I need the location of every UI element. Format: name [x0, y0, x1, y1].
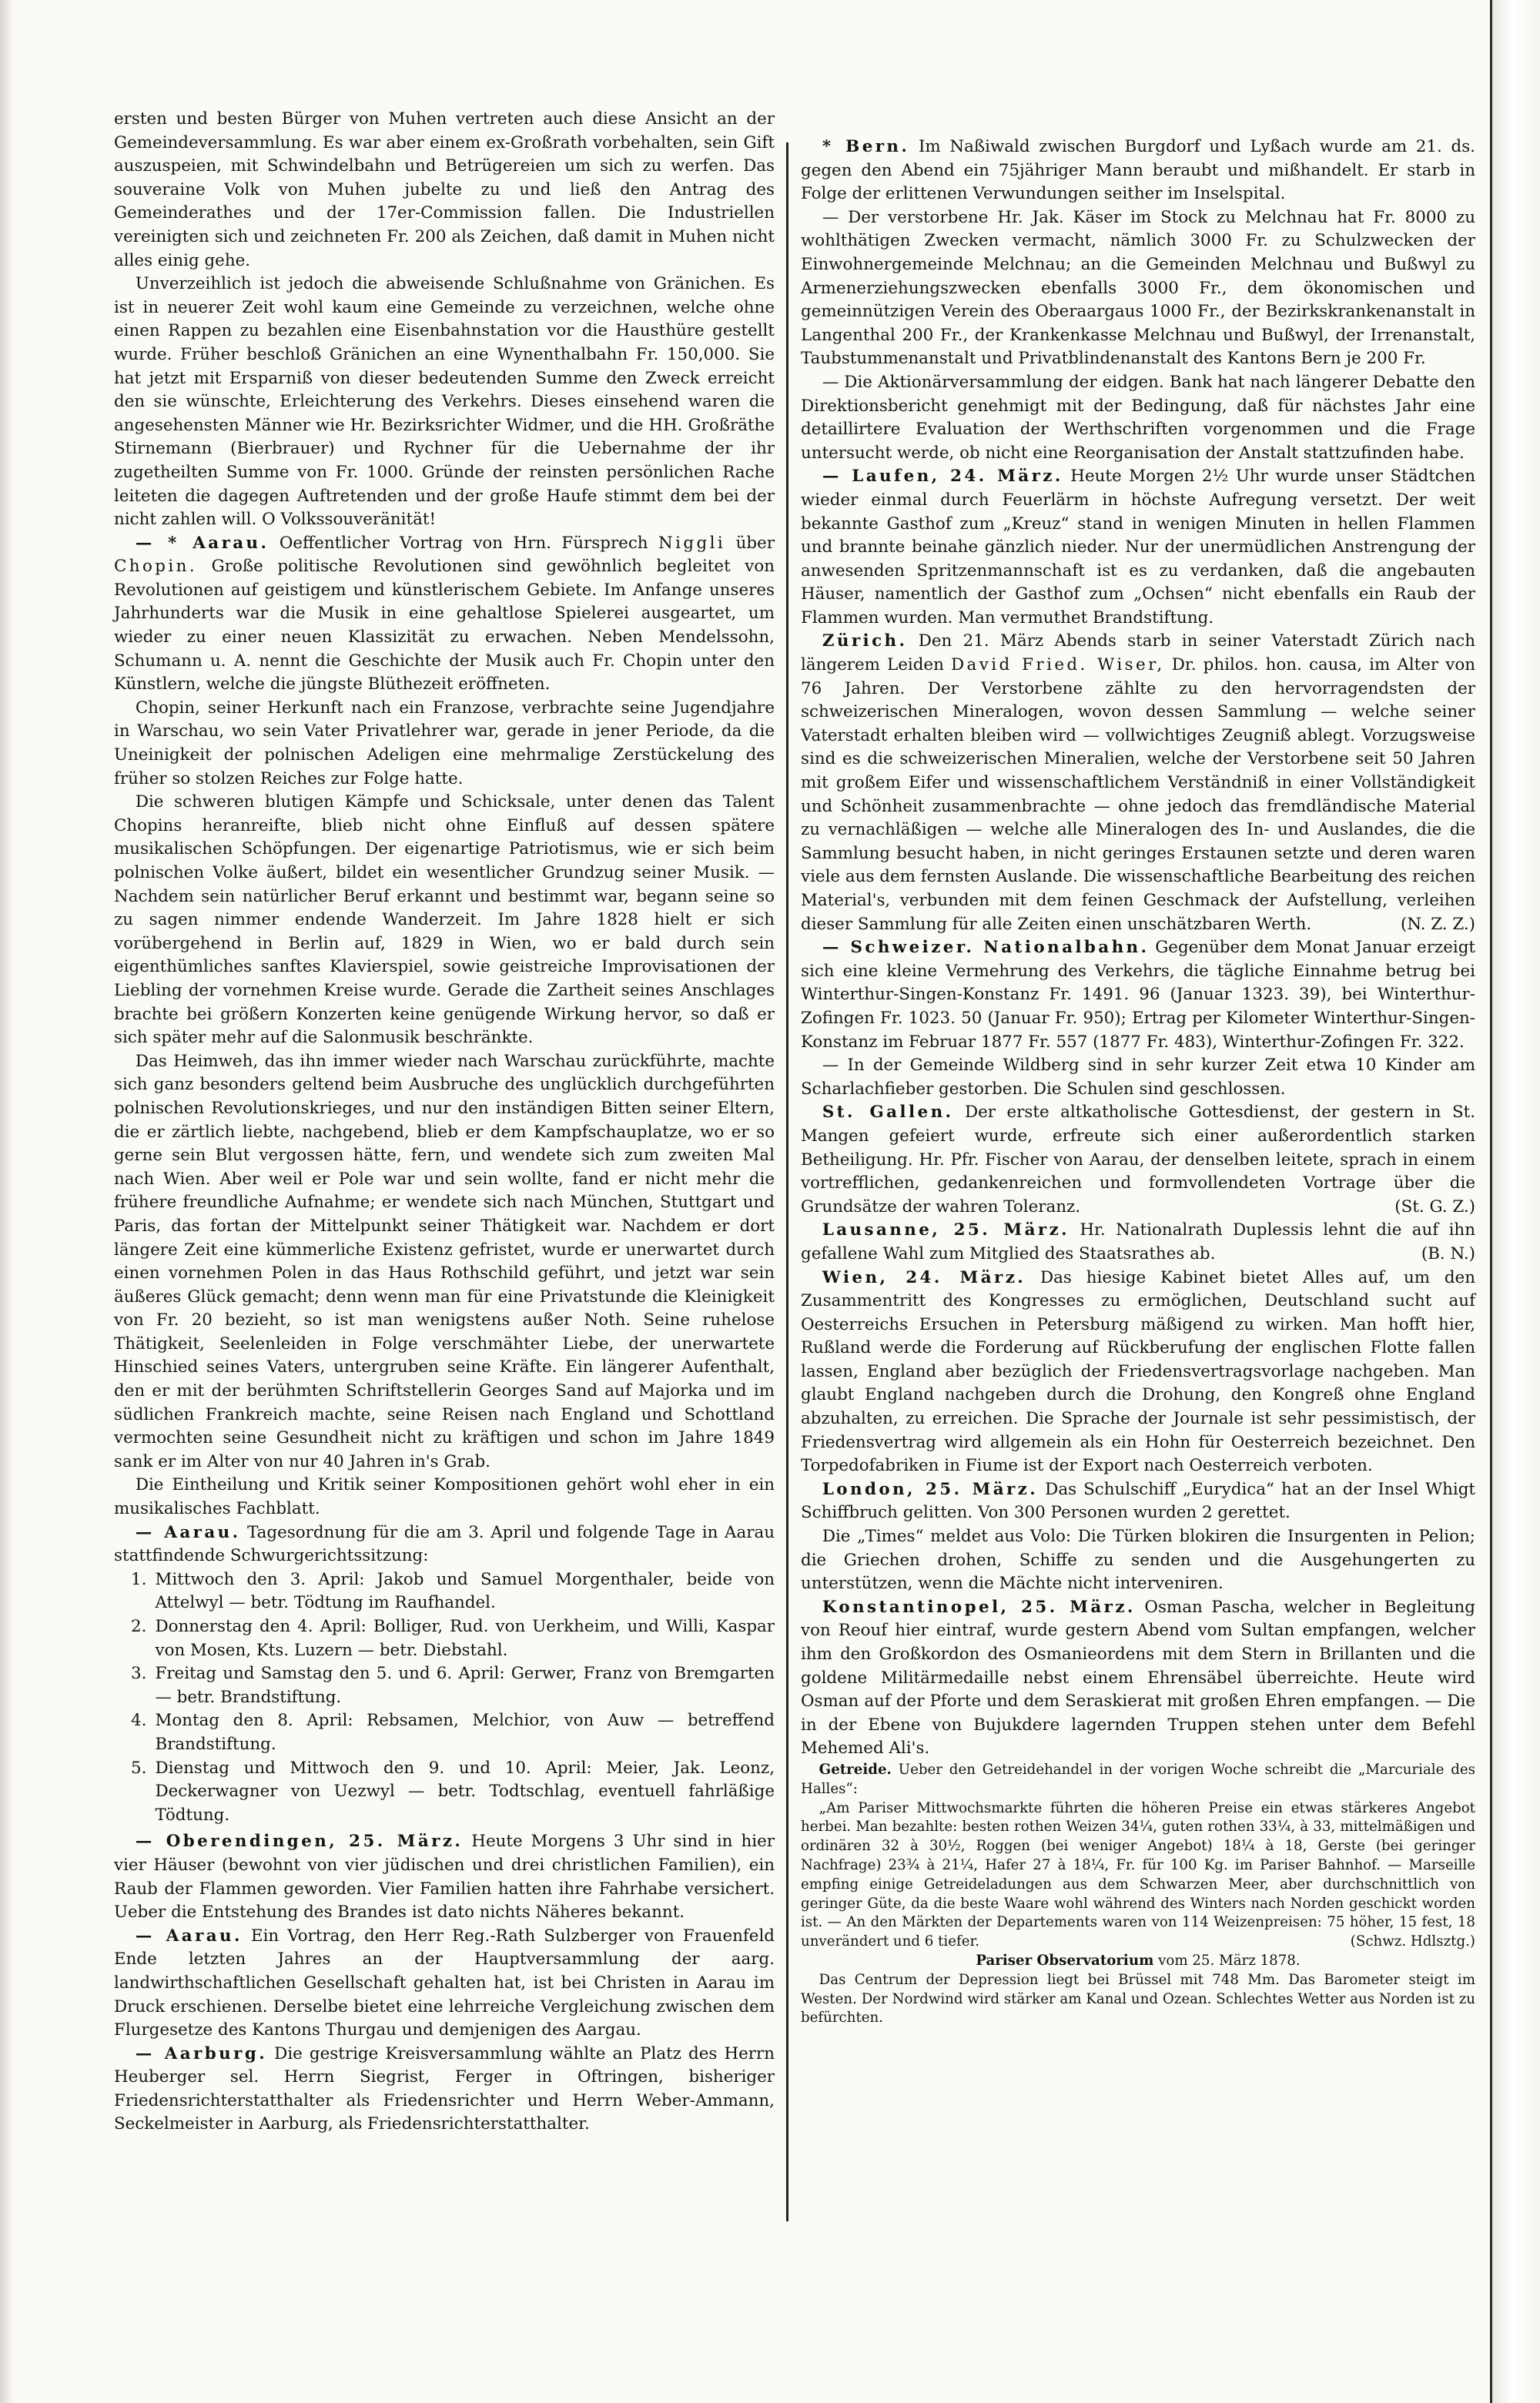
dateline: St. Gallen. [822, 1103, 954, 1123]
dateline: — Aarau. [135, 1522, 241, 1542]
dateline: * Bern. [822, 137, 910, 156]
grain-market-report [801, 1799, 1475, 1952]
article-text: Hr. Nationalrath Duplessis lehnt die auf ihn gefallene Wahl zum Mitglied des Staatsrathes ab. [801, 1220, 1475, 1263]
section-heading: Getreide. [819, 1761, 892, 1778]
article-text: Die gestrige Kreisversammlung wählte an Platz des Herrn Heuberger sel. Herrn Siegrist, Ferger in Oftringen, bisheriger Friedensrichterstatthalter als Friedensrichter und Herrn Weber-Ammann, Seckelmeister in Aarburg, als Friedensrichterstatthalter. [114, 2043, 775, 2134]
dateline: — Aarburg. [135, 2043, 268, 2063]
article-wildberg: — In der Gemeinde Wildberg sind in sehr kurzer Zeit etwa 10 Kinder am Scharlachfieber gestorben. Die Schulen sind geschlossen. [801, 1056, 1475, 1099]
page-left-edge [0, 0, 14, 2403]
article-text: Dr. philos. hon. causa, im Alter von 76 Jahren. Der Verstorbene zählte zu den hervorragendsten der schweizerischen Mineralogen, wovon dessen Sammlung — welche seiner Vaterstadt erhalten bleiben wird — vollwichtiges Zeugniß ablegt. Vorzugsweise sind es die schweizerischen Mineralien, welche der Verstorbene seit 50 Jahren mit großem Eifer und wissenschaftlichem Verständniß in einer Vollständigkeit und Schönheit zusammenbrachte — ohne jedoch das fremdländische Material zu vernachläßigen — welche alle Mineralogen des In- und Auslandes, die die Sammlung besucht haben, in nicht geringes Erstaunen setzte und deren waren viele aus dem fernsten Auslande. Die wissenschaftliche Bearbeitung des reichen Material's, verbunden mit dem feinen Geschmack der Aufstellung, verleihen dieser Sammlung für alle Zeiten einen unschätzbaren Werth. [801, 655, 1475, 934]
source-attribution: (B. N.) [1421, 1243, 1475, 1263]
article-london [801, 1478, 1475, 1525]
list-item: 1. Mittwoch den 3. April: Jakob und Samuel Morgenthaler, beide von Attelwyl — betr. Tödtung im Raufhandel. [152, 1568, 775, 1615]
dateline: Wien, 24. März. [822, 1267, 1026, 1287]
article-aarburg [114, 2043, 775, 2137]
article-text: Den 21. März Abends starb in seiner Vaterstadt Zürich nach längerem Leiden [801, 631, 1475, 675]
source-attribution: (St. G. Z.) [1394, 1196, 1475, 1217]
article-text: Große politische Revolutionen sind gewöhnlich begleitet von Revolutionen auf geistigem und künstlerischem Gebiete. Im Anfange unseres Jahrhunderts war die Musik in eine gehaltlose Spielerei ausgeartet, um wieder zu einer neuen Klassizität zu erwachen. Neben Mendelssohn, Schumann u. A. nennt die Geschichte der Musik auch Fr. Chopin unter den Künstlern, welche die jüngste Blüthezeit eröffneten. [114, 557, 775, 694]
article-chopin-youth: Chopin, seiner Herkunft nach ein Franzose, verbrachte seine Jugendjahre in Warschau, wo sein Vater Privatlehrer war, gerade in jener Periode, da die Uneinigkeit der polnischen Adeligen eine mehrmalige Zerstückelung des früher so stolzen Reiches zur Folge hatte. [114, 698, 775, 788]
observatory-heading [801, 1952, 1475, 1971]
dateline: — Oberendingen, 25. März. [135, 1832, 464, 1852]
article-wien [801, 1267, 1475, 1478]
article-nationalbahn [801, 936, 1475, 1054]
article-bern [801, 136, 1475, 206]
article-text: Oeffentlicher Vortrag von Hrn. Fürsprech [269, 533, 659, 553]
page-fold-edge [1490, 0, 1540, 2403]
article-muhen-continued: ersten und besten Bürger von Muhen vertreten auch diese Ansicht an der Gemeindeversammlung. Es war aber einem ex-Großrath vorbehalten, sein Gift auszuspeien, mit Schwindelbahn und Betrügereien um sich zu werfen. Das souveraine Volk von Muhen jubelte zu und ließ den Antrag des Gemeinderathes und der 17er-Commission fallen. Die Industriellen vereinigten sich und zeichneten Fr. 200 als Zeichen, daß damit in Muhen nicht alles einig gehe. [114, 109, 775, 270]
person-name: Chopin. [114, 557, 198, 577]
dateline: — Aarau. [135, 1926, 243, 1946]
article-text: Tagesordnung für die am 3. April und folgende Tage in Aarau stattfindende Schwurgerichtssitzung: [114, 1522, 775, 1566]
dateline: Zürich. [822, 631, 908, 651]
dateline: Lausanne, 25. März. [822, 1220, 1070, 1240]
article-text: Heute Morgens 3 Uhr sind in hier vier Häuser (bewohnt von vier jüdischen und drei christlichen Familien), ein Raub der Flammen geworden. Vier Familien hatten ihre Fahrhabe versichert. Ueber die Entstehung des Brandes ist dato nichts Näheres bekannt. [114, 1832, 775, 1923]
dateline: — Schweizer. Nationalbahn. [822, 938, 1150, 958]
article-times-volo: Die „Times“ meldet aus Volo: Die Türken blokiren die Insurgenten in Pelion; die Griechen drohen, Schiffe zu senden und die Ausgehungerten zu unterstützen, wenn die Mächte nicht interveniren. [801, 1527, 1475, 1594]
article-text: Osman Pascha, welcher in Begleitung von Reouf hier eintraf, wurde gestern Abend vom Sultan empfangen, welcher ihm den Großkordon des Osmanieordens mit dem Stern in Brillanten und die goldene Militärmedaille nebst einem Ehrensäbel überreichte. Heute wird Osman auf der Pforte und dem Seraskierat mit großen Ehren empfangen. — Die in der Ebene von Bujukdere lagernden Truppen stehen unter dem Befehl Mehemed Ali's. [801, 1597, 1475, 1759]
article-text: Das hiesige Kabinet bietet Alles auf, um den Zusammentritt des Kongresses zu ermöglichen, Deutschland sucht auf Oesterreichs Ersuchen in Petersburg mäßigend zu wirken. Man hofft hier, Rußland werde die Forderung auf Rückberufung der englischen Flotte fallen lassen, England aber bezüglich der Friedensvertragsvorlage nachgeben. Man glaubt England nachgeben durch die Drohung, den Kongreß ohne England abzuhalten, zu erreichen. Die Sprache der Journale ist sehr pessimistisch, der Friedensvertrag wird allgemein als ein Hohn für Oesterreich bezeichnet. Den Torpedofabriken in Fiume ist der Export nach Oesterreich verboten. [801, 1267, 1475, 1476]
article-aarau-chopin [114, 532, 775, 697]
article-konstantinopel [801, 1596, 1475, 1761]
article-kaeser-bequest: — Der verstorbene Hr. Jak. Käser im Stock zu Melchnau hat Fr. 8000 zu wohlthätigen Zwecken vermacht, nämlich 3000 Fr. zu Schulzwecken der Einwohnergemeinde Melchnau; an die Gemeinden Melchnau und Bußwyl zu Armenerziehungszwecken ebenfalls 3000 Fr., dem ökonomischen und gemeinnützigen Verein des Oberaargaus 1000 Fr., der Bezirkskrankenanstalt in Langenthal 200 Fr., der Krankenkasse Melchnau und Bußwyl, der Irrenanstalt, Taubstummenanstalt und Privatblindenanstalt des Kantons Bern je 200 Fr. [801, 207, 1475, 369]
article-text: „Am Pariser Mittwochsmarkte führten die höheren Preise ein etwas stärkeres Angebot herbei. Man bezahlte: besten rothen Weizen 34¼, guten rothen 33¼, à 33, mittelmäßigen und ordinären 32 à 30½, Roggen (bei weniger Angebot) 18¼ à 18, Gerste (bei geringer Nachfrage) 23¾ à 21¼, Hafer 27 à 18¼, Fr. für 100 Kg. im Pariser Bahnhof. — Marseille empfing einige Getreideladungen aus dem Schwarzen Meer, aber durchschnittlich von geringer Güte, da die beste Waare wohl während des Winters nach Norden geschickt worden ist. — An den Märkten der Departements waren von 114 Weizenpreisen: 75 höher, 15 fest, 18 unverändert und 6 tiefer. [801, 1799, 1475, 1950]
article-zuerich [801, 630, 1475, 936]
weather-report: Das Centrum der Depression liegt bei Brüssel mit 748 Mm. Das Barometer steigt im Westen. Der Nordwind wird stärker am Kanal und Ozean. Schlechtes Wetter aus Norden ist zu befürchten. [801, 1971, 1475, 2026]
article-chopin-closing: Die Eintheilung und Kritik seiner Kompositionen gehört wohl eher in ein musikalisches Fachblatt. [114, 1475, 775, 1519]
court-agenda-list [114, 1568, 775, 1828]
list-item: 3. Freitag und Samstag den 5. und 6. April: Gerwer, Franz von Bremgarten — betr. Brandstiftung. [152, 1662, 775, 1709]
dateline: — * Aarau. [135, 533, 270, 553]
article-text: Heute Morgen 2½ Uhr wurde unser Städtchen wieder einmal durch Feuerlärm in höchste Aufregung versetzt. Der weit bekannte Gasthof zum „Kreuz“ stand in wenigen Minuten in hellen Flammen und brannte beinahe gänzlich nieder. Nur der unermüdlichen Anstrengung der anwesenden Spritzenmannschaft ist es zu verdanken, daß die angebauten Häuser, namentlich der Gasthof zum „Ochsen“ nicht ebenfalls ein Raub der Flammen wurden. Man vermuthet Brandstiftung. [801, 467, 1475, 628]
article-text: Gegenüber dem Monat Januar erzeigt sich eine kleine Vermehrung des Verkehrs, die tägliche Einnahme betrug bei Winterthur-Singen-Konstanz Fr. 1491. 96 (Januar 1323. 39), bei Winterthur-Zofingen Fr. 1023. 50 (Januar Fr. 950); Ertrag per Kilometer Winterthur-Singen-Konstanz im Februar 1877 Fr. 557 (1877 Fr. 483), Winterthur-Zofingen Fr. 322. [801, 938, 1475, 1052]
article-chopin-career: Die schweren blutigen Kämpfe und Schicksale, unter denen das Talent Chopins heranreifte, blieb nicht ohne Einfluß auf dessen spätere musikalischen Schöpfungen. Der eigenartige Patriotismus, wie er sich beim polnischen Volke äußert, bildet ein wesentlicher Grundzug seiner Musik. — Nachdem sein natürlicher Beruf erkannt und bestimmt war, begann seine so zu sagen nimmer endende Wanderzeit. Im Jahre 1828 hielt er sich vorübergehend in Berlin auf, 1829 in Wien, wo er bald durch sein eigenthümliches sanftes Klavierspiel, sowie geistreiche Improvisationen der Liebling der vornehmen Kreise wurde. Gerade die Zartheit seines Anschlages brachte bei größern Konzerten keine genügende Wirkung hervor, so daß er sich später mehr auf die Salonmusik beschränkte. [114, 792, 775, 1048]
section-heading: Pariser Observatorium [976, 1952, 1154, 1969]
report-date: vom 25. März 1878. [1153, 1952, 1301, 1969]
article-text: Das Schulschiff „Eurydica“ hat an der Insel Whigt Schiffbruch gelitten. Von 300 Personen wurden 2 gerettet. [801, 1479, 1476, 1523]
article-text: Im Naßiwald zwischen Burgdorf und Lyßach wurde am 21. ds. gegen den Abend ein 75jähriger Mann beraubt und mißhandelt. Er starb in Folge der erlittenen Verwundungen seither im Inselspital. [801, 137, 1475, 204]
article-lausanne [801, 1219, 1475, 1266]
dateline: London, 25. März. [822, 1479, 1039, 1499]
person-name: David Fried. Wiser, [950, 655, 1165, 675]
dateline: — Laufen, 24. März. [822, 467, 1063, 487]
dateline: Konstantinopel, 25. März. [822, 1597, 1136, 1617]
article-st-gallen [801, 1101, 1475, 1219]
source-attribution: (N. Z. Z.) [1400, 914, 1475, 934]
article-chopin-paris: Das Heimweh, das ihn immer wieder nach Warschau zurückführte, machte sich ganz besonders geltend beim Ausbruche des unglücklich durchgeführten polnischen Revolutionskrieges, und nur den inständigen Bitten seiner Eltern, die er zärtlich liebte, nachgebend, blieb er dem Kampfschauplatze, wo er so gerne sein Blut vergossen hätte, fern, und wendete sich zum zweiten Mal nach Wien. Aber weil er Pole war und sein wollte, fand er nicht mehr die frühere freundliche Aufnahme; er wendete sich nach München, Stuttgart und Paris, das fortan der Mittelpunkt seiner Thätigkeit war. Nachdem er dort längere Zeit eine kümmerliche Existenz gefristet, wurde er unerwartet durch einen vornehmen Polen in das Haus Rothschild geführt, und jetzt war sein äußeres Glück gemacht; denn wenn man für eine Privatstunde die Kleinigkeit von Fr. 20 bezieht, so ist man wenigstens außer Noth. Seine ruhelose Thätigkeit, Seelenleiden in Folge verschmähter Liebe, der unerwartete Hinschied seines Vaters, untergruben seine Kräfte. Ein längerer Aufenthalt, den er mit der berühmten Schriftstellerin Georges Sand auf Majorka und im südlichen Frankreich machte, seine Reisen nach England und Schottland vermochten seine Gesundheit nicht zu kräftigen und schon im Jahre 1849 sank er im Alter von nur 40 Jahren in's Grab. [114, 1051, 775, 1471]
article-aarau-court [114, 1521, 775, 1568]
list-item: 4. Montag den 8. April: Rebsamen, Melchior, von Auw — betreffend Brandstiftung. [152, 1709, 775, 1756]
article-eidgen-bank: — Die Aktionärversammlung der eidgen. Bank hat nach längerer Debatte den Direktionsbericht genehmigt mit der Bedingung, daß für nächstes Jahr eine detaillirtere Evaluation der Werthschriften vorgenommen und die Frage untersucht werde, ob nicht eine Reorganisation der Anstalt stattzufinden habe. [801, 372, 1475, 463]
article-text: Ein Vortrag, den Herr Reg.-Rath Sulzberger von Frauenfeld Ende letzten Jahres an der Hauptversammlung der aarg. landwirthschaftlichen Gesellschaft gehalten hat, ist bei Christen in Aarau im Druck erschienen. Derselbe bietet eine lehrreiche Vergleichung zwischen dem Flurgesetze des Kantons Thurgau und demjenigen des Aargau. [114, 1926, 775, 2040]
left-column [114, 108, 775, 2137]
article-text: Ueber den Getreidehandel in der vorigen Woche schreibt die „Marcuriale des Halles“: [801, 1761, 1475, 1797]
right-column [801, 136, 1475, 2028]
article-text: über [725, 533, 775, 553]
column-divider [786, 142, 788, 2221]
list-item: 2. Donnerstag den 4. April: Bolliger, Rud. von Uerkheim, und Willi, Kaspar von Mosen, Kts. Luzern — betr. Diebstahl. [152, 1615, 775, 1662]
article-aarau-lecture [114, 1925, 775, 2043]
article-graenichen: Unverzeihlich ist jedoch die abweisende Schlußnahme von Gränichen. Es ist in neuerer Zeit wohl kaum eine Gemeinde zu verzeichnen, welche ohne einen Rappen zu bezahlen eine Eisenbahnstation vor die Hausthüre gestellt wurde. Früher beschloß Gränichen an eine Wynenthalbahn Fr. 150,000. Sie hat jetzt mit Ersparniß von dieser bedeutenden Summe den Zweck erreicht den sie wünschte, Erleichterung des Verkehrs. Dieses einsehend waren die angesehensten Männer wie Hr. Bezirksrichter Widmer, und die HH. Großräthe Stirnemann (Bierbrauer) und Rychner für die Uebernahme der ihr zugetheilten Summe von Fr. 1000. Gründe der reinsten persönlichen Rache leiteten die dagegen Auftretenden und der große Haufe stimmt dem bei der nicht zahlen will. O Volkssouveränität! [114, 274, 775, 530]
source-attribution: (Schwz. Hdlsztg.) [1350, 1933, 1475, 1950]
article-laufen [801, 465, 1475, 630]
list-item: 5. Dienstag und Mittwoch den 9. und 10. April: Meier, Jak. Leonz, Deckerwagner von Uezwyl — betr. Todtschlag, eventuell fahrläßige Tödtung. [152, 1757, 775, 1828]
article-text: Der erste altkatholische Gottesdienst, der gestern in St. Mangen gefeiert wurde, erfreute sich einer außerordentlich starken Betheiligung. Hr. Pfr. Fischer von Aarau, der denselben leitete, sprach in einem vortrefflichen, gedankenreichen und formvollendeten Vortrage über die Grundsätze der wahren Toleranz. [801, 1103, 1475, 1217]
article-getreide [801, 1761, 1475, 1799]
person-name: Niggli [658, 533, 726, 553]
article-oberendingen [114, 1830, 775, 1924]
